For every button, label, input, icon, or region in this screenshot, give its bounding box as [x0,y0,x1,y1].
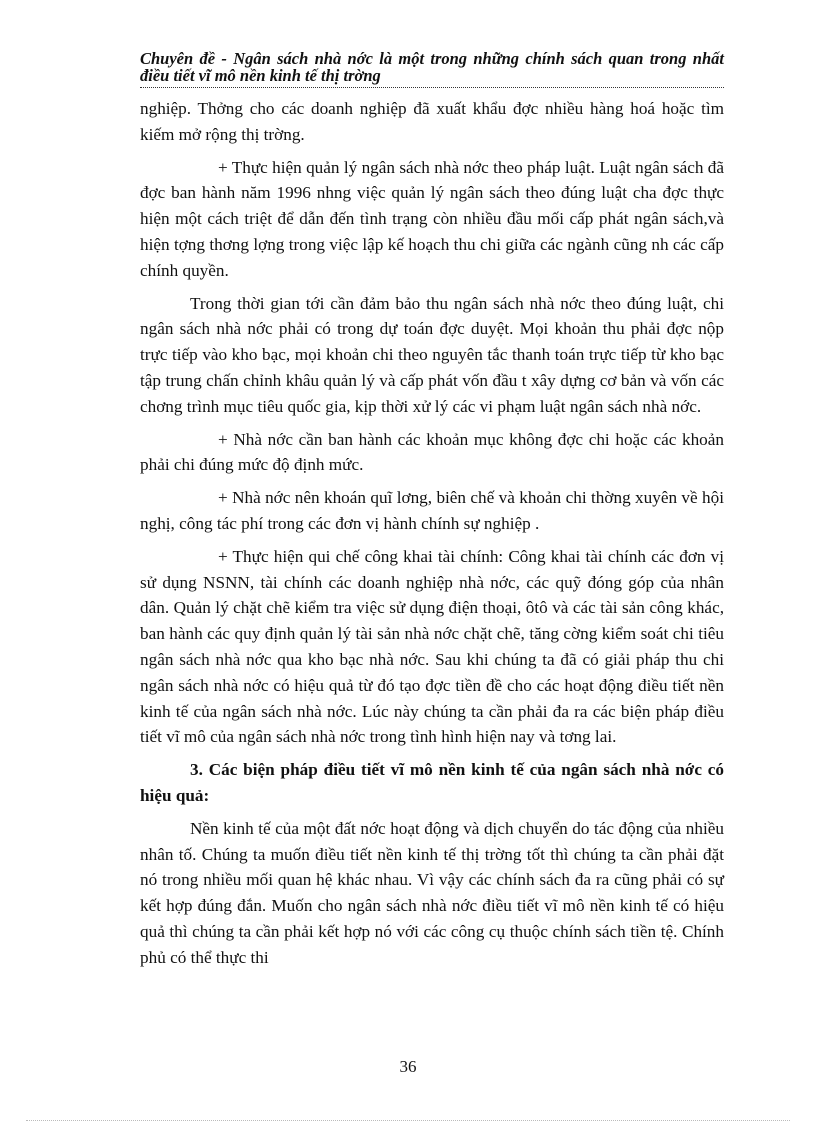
paragraph-financial-disclosure: + Thực hiện qui chế công khai tài chính: Công khai tài chính các đơn vị sử dụng NSNN, tài chính các doanh nghiệp nhà nớc, các quỹ đóng góp của nhân dân. Quản lý chặt chẽ kiểm tra việc sử dụng điện thoại, ôtô và các tài sản công khác, ban hành các quy định quản lý tài sản nhà nớc chặt chẽ, tăng cờng kiểm soát chi tiêu ngân sách nhà nớc qua kho bạc nhà nớc. Sau khi chúng ta đã có giải pháp thu chi ngân sách nhà nớc có hiệu quả từ đó tạo đợc tiền đề cho các hoạt động điều tiết nền kinh tế của ngân sách nhà nớc. Lúc này chúng ta cần phải đa ra các biện pháp điều tiết vĩ mô của ngân sách nhà nớc trong tình hình hiện nay và tơng lai. [140,546,724,747]
running-header: Chuyên đề - Ngân sách nhà nớc là một trong những chính sách quan trong nhất điều tiết vĩ mô nền kinh tế thị trờng [140,49,724,85]
paragraph-budget-law: + Thực hiện quản lý ngân sách nhà nớc theo pháp luật. Luật ngân sách đã đợc ban hành năm 1996 nhng việc quản lý ngân sách theo đúng luật cha đợc thực hiện một cách triệt để dẫn đến tình trạng còn nhiều đầu mối cấp phát ngân sách,và hiện tợng thơng lợng trong việc lập kế hoạch thu chi giữa các ngành cũng nh các cấp chính quyền. [140,157,724,280]
paragraph-macro-regulation: Nền kinh tế của một đất nớc hoạt động và dịch chuyển do tác động của nhiều nhân tố. Chúng ta muốn điều tiết nền kinh tế thị trờng tốt thì chúng ta cần phải đặt nó trong nhiều mối quan hệ khác nhau. Vì vậy các chính sách đa ra cũng phải có sự kết hợp đúng đắn. Muốn cho ngân sách nhà nớc điều tiết vĩ mô nền kinh tế có hiệu quả thì chúng ta cần phải kết hợp nó với các công cụ thuộc chính sách tiền tệ. Chính phủ có thể thực thi [140,818,724,967]
page-bottom-border [26,1120,790,1121]
document-body [140,96,724,978]
header-divider [140,87,724,88]
page-number: 36 [399,1057,417,1076]
paragraph-salary-fund: + Nhà nớc nên khoán quĩ lơng, biên chế và khoản chi thờng xuyên về hội nghị, công tác phí trong các đơn vị hành chính sự nghiệp . [140,488,724,533]
paragraph-continuation: nghiệp. Thởng cho các doanh nghiệp đã xuất khẩu đợc nhiều hàng hoá hoặc tìm kiếm mở rộng thị trờng. [140,99,724,144]
paragraph-future-revenue: Trong thời gian tới cần đảm bảo thu ngân sách nhà nớc theo đúng luật, chi ngân sách nhà nớc phải có trong dự toán đợc duyệt. Mọi khoản thu phải đợc nộp trực tiếp vào kho bạc, mọi khoản chi theo nguyên tắc thanh toán trực tiếp từ kho bạc tập trung chấn chỉnh khâu quản lý và cấp phát vốn đầu t xây dựng cơ bản và vốn các chơng trình mục tiêu quốc gia, kịp thời xử lý các vi phạm luật ngân sách nhà nớc. [140,293,724,416]
paragraph-spending-items: + Nhà nớc cần ban hành các khoản mục không đợc chi hoặc các khoản phải chi đúng mức độ định mức. [140,429,724,475]
section-heading: 3. Các biện pháp điều tiết vĩ mô nền kinh tế của ngân sách nhà nớc có hiệu quả: [140,760,724,805]
